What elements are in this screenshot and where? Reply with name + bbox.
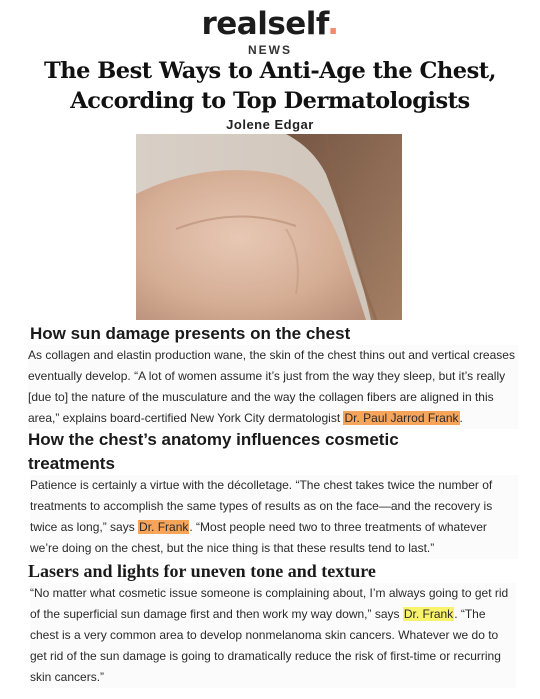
section-label: NEWS [248,43,292,57]
text-segment: As collagen and elastin production wane, the skin of the chest thins out and vertical creases eventually develop. “A lot of women assume it’s just from the way they sleep, but it’s really [due to] the nature of the musculature and the way the collagen fibers are aligned in this area,” explains board-certified New York City dermatologist [28,348,515,425]
link-dr-frank[interactable]: Dr. Frank [139,520,189,534]
title-line-2: According to Top Dermatologists [70,88,470,114]
realself-logo[interactable] [0,6,540,42]
hero-image-chest [136,134,402,320]
text-segment: . “Most people need two to three treatments of whatever we’re doing on the chest, but the nice thing is that these results tend to last.” [30,520,487,555]
text-segment: Patience is certainly a virtue with the décolletage. “The chest takes twice the number of treatments to accomplish the same types of results as on the face—and the recovery is twice as long,” says [30,478,493,534]
title-line-1: The Best Ways to Anti-Age the Chest, [44,58,496,84]
paragraph-lasers [30,583,516,688]
text-segment: . [459,411,463,425]
heading-anatomy-line-2: treatments [28,454,115,473]
heading-anatomy-line-1: How the chest’s anatomy influences cosmetic [28,430,399,449]
article-title [0,56,540,116]
paragraph-anatomy [30,475,518,559]
text-segment: “No matter what cosmetic issue someone is complaining about, I’m always going to get rid of the superficial sun damage first and then work my way down,” says [30,586,509,621]
heading-lasers: Lasers and lights for uneven tone and texture [28,561,376,581]
link-dr-frank[interactable]: Dr. Frank [403,607,454,621]
heading-anatomy [28,429,399,475]
paragraph-sun-damage [28,345,518,429]
author-byline: Jolene Edgar [226,117,314,132]
link-dr-paul-jarrod-frank[interactable]: Dr. Paul Jarrod Frank [344,411,459,425]
logo-dot: . [327,6,339,42]
text-segment: . “The chest is a very common area to develop nonmelanoma skin cancers. Whatever we do to get rid of the sun damage is going to dramatically reduce the risk of first-time or recurring skin cancers.” [30,607,501,684]
chest-photo-illustration [136,134,402,320]
logo-text: realself [201,6,328,42]
heading-sun-damage: How sun damage presents on the chest [30,324,351,343]
